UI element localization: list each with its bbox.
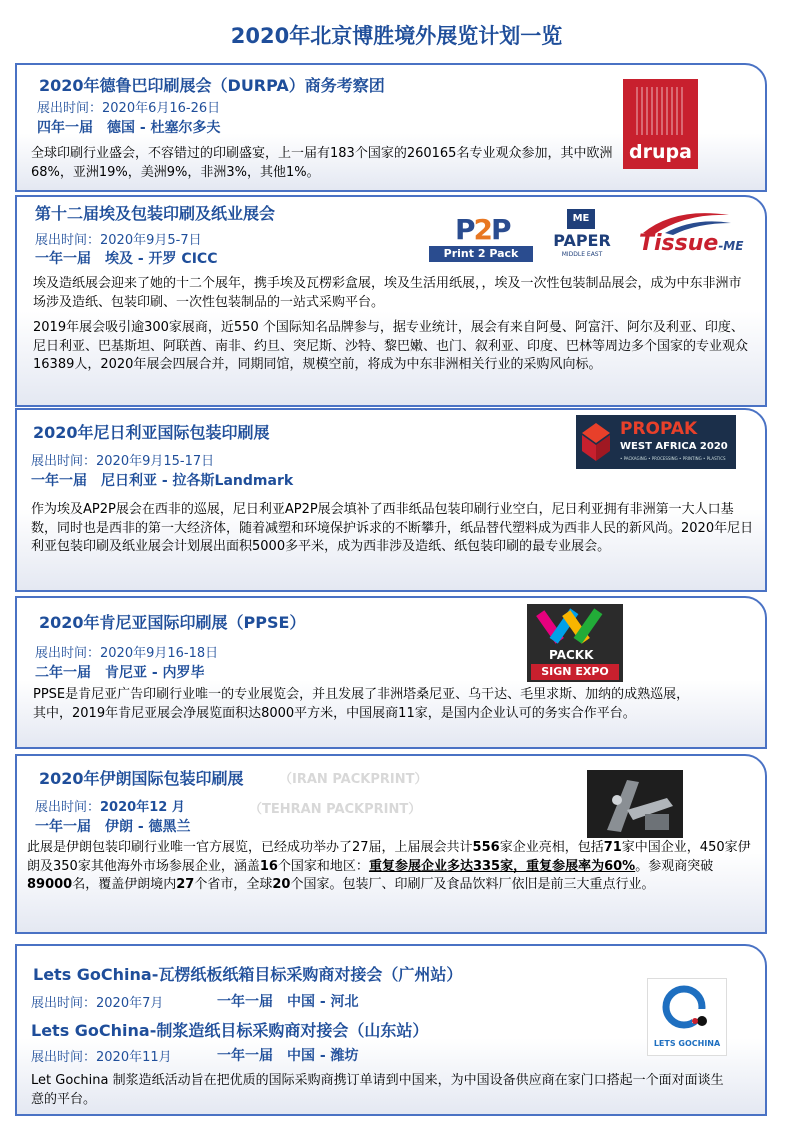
page-title: 2020年北京博胜境外展览计划一览 [230,24,563,48]
p2p-mark-icon: P2P [455,213,510,246]
desc-part: 个省市，全球 [194,877,273,892]
desc-number: 556 [472,840,500,855]
desc-highlight: 重复参展企业多达335家，重复参展率为60% [368,858,636,874]
letsgochina-mark-icon [648,979,726,1037]
exhibition-title: 第十二届埃及包装印刷及纸业展会 [35,204,276,223]
letsgochina-logo [647,978,727,1056]
event-edition-guangzhou: 一年一届 中国 - 河北 [217,994,359,1010]
desc-number: 89000 [27,877,73,892]
propak-logo-text: PROPAK [620,419,698,439]
exhibition-title: 2020年肯尼亚国际印刷展（PPSE） [39,613,306,632]
event-title-shandong: Lets GoChina-制浆造纸目标采购商对接会（山东站） [31,1021,429,1040]
exhibition-description-stats: 2019年展会吸引逾300家展商，近550 个国际知名品牌参与，据专业统计，展会有来自阿曼、阿富汗、阿尔及利亚、印度、尼日利亚、巴基斯坦、阿联酋、南非、约旦、突尼斯、沙特、黎巴嫩、也门、叙利亚、印度、巴林等周边多个国家的专业观众16389人，2020年展会四展合并，同期同馆，规模空前，将成为中东非洲相关行业的采购风向标。 [33,320,749,372]
exhibition-edition: 四年一届 德国 - 杜塞尔多夫 [37,120,221,136]
desc-number: 27 [176,877,195,892]
exhibition-title: 2020年德鲁巴印刷展会（DURPA）商务考察团 [39,76,385,95]
paper-me-badge: ME [567,209,595,229]
exhibition-card-iran [15,754,767,934]
exhibition-date: 展出时间：2020年9月15-17日 [31,454,215,469]
propak-logo-sub: WEST AFRICA 2020 [620,441,728,452]
exhibition-date: 展出时间：2020年9月16-18日 [35,646,219,661]
exhibition-description: PPSE是肯尼亚广告印刷行业唯一的专业展览会，并且发展了非洲塔桑尼亚、乌干达、毛里求斯、加纳的成熟巡展，其中，2019年肯尼亚展会净展览面积达8000平方米，中国展商11家，是国内企业认可的务实合作平台。 [33,687,690,721]
ppse-logo-text-2: SIGN EXPO [531,664,619,680]
p2p-logo-text: Print 2 Pack [429,246,533,262]
propak-logo [576,415,736,469]
exhibition-date-ghost: （TEHRAN PACKPRINT） [249,802,422,817]
desc-part: 个国家。包装厂、印刷厂及食品饮料厂依旧是前三大重点行业。 [290,877,655,892]
tissue-word: Tissue [639,231,719,256]
propak-logo-tag: • PACKAGING • PROCESSING • PRINTING • PLASTICS [620,456,726,461]
desc-number: 71 [603,840,622,855]
exhibition-title: 2020年尼日利亚国际包装印刷展 [33,423,270,442]
paper-me-logo [547,209,617,265]
exhibition-description: 埃及造纸展会迎来了她的十二个展年，携手埃及瓦楞彩盒展，埃及生活用纸展，，埃及一次性包装制品展会，成为中东非洲市场涉及造纸、包装印刷、一次性包装制品的一站式采购平台。 [33,276,742,310]
print2pack-logo [427,213,535,263]
desc-part: 个国家和地区： [277,858,369,874]
tissue-suffix: -ME [718,239,744,253]
exhibition-title-ghost: （IRAN PACKPRINT） [279,772,428,787]
event-title-guangzhou: Lets GoChina-瓦楞纸板纸箱目标采购商对接会（广州站） [33,965,463,984]
tissue-me-logo [635,207,744,265]
ppse-logo-text-1: PACKK [549,648,594,662]
exhibition-description: 作为埃及AP2P展会在西非的巡展，尼日利亚AP2P展会填补了西非纸品包装印刷行业空白，尼日利亚拥有非洲第一大人口基数，同时也是西非的第一大经济体，随着减塑和环境保护诉求的不断攀升，纸品替代塑料成为西非人民的新风尚。2020年尼日利亚包装印刷及纸业展会计划展出面积5000多平米，成为西非涉及造纸、纸包装印刷的最专业展会。 [31,502,754,554]
desc-part: 名，覆盖伊朗境内 [72,877,177,892]
paper-logo-text: PAPER [553,231,611,250]
exhibition-title: 2020年伊朗国际包装印刷展 [39,769,244,788]
ppse-weave-icon [527,604,623,648]
exhibition-description: Let Gochina 制浆造纸活动旨在把优质的国际采购商携订单请到中国来，为中国设备供应商在家门口搭起一个面对面谈生意的平台。 [31,1073,724,1107]
date-label: 展出时间： [35,800,101,815]
desc-part: 此展是伊朗包装印刷行业唯一官方展览，已经成功举办了27届，上届展会共计 [27,840,473,855]
exhibition-date: 展出时间：2020年6月16-26日 [37,101,221,116]
paper-logo-sub: MIDDLE EAST [561,251,603,258]
exhibition-edition: 一年一届 伊朗 - 德黑兰 [35,819,191,835]
exhibition-card-drupa [15,63,767,192]
exhibition-card-nigeria [15,408,767,592]
desc-part: 。参观商突破 [635,858,714,874]
exhibition-card-kenya [15,596,767,749]
exhibition-card-letsgochina [15,944,767,1116]
exhibition-edition: 二年一届 肯尼亚 - 内罗毕 [35,665,205,681]
exhibition-date: 展出时间：2020年9月5-7日 [35,233,202,248]
desc-part: 家企业亮相，包括 [499,840,604,855]
exhibition-card-egypt [15,195,767,407]
drupa-logo-text: drupa [629,141,692,163]
exhibition-date [35,796,185,815]
event-edition-shandong: 一年一届 中国 - 潍坊 [217,1048,359,1064]
event-date-guangzhou: 展出时间：2020年7月 [31,996,164,1011]
ppse-logo [527,604,623,682]
exhibition-description [27,839,751,895]
exhibition-description: 全球印刷行业盛会，不容错过的印刷盛宴，上一届有183个国家的260165名专业观众参加，其中欧洲68%，亚洲19%，美洲9%，非洲3%，其他1%。 [31,146,613,180]
date-value: 2020年12 月 [100,800,185,815]
tissue-logo-text [639,231,743,256]
desc-number: 16 [259,858,278,874]
letsgochina-logo-text: LETS GOCHINA [653,1039,721,1048]
exhibition-edition: 一年一届 埃及 - 开罗 CICC [35,251,218,267]
exhibition-edition: 一年一届 尼日利亚 - 拉各斯Landmark [31,473,294,489]
event-date-shandong: 展出时间：2020年11月 [31,1050,172,1065]
drupa-pattern-icon [623,79,698,141]
propak-cube-icon [576,415,616,469]
iran-packprint-image [587,770,683,838]
drupa-logo [623,79,698,169]
machine-icon [587,770,683,838]
desc-number: 20 [272,877,291,892]
desc-part: 家中国企业，450家伊朗及350家其他海外市场参展企业，涵盖 [27,840,751,874]
